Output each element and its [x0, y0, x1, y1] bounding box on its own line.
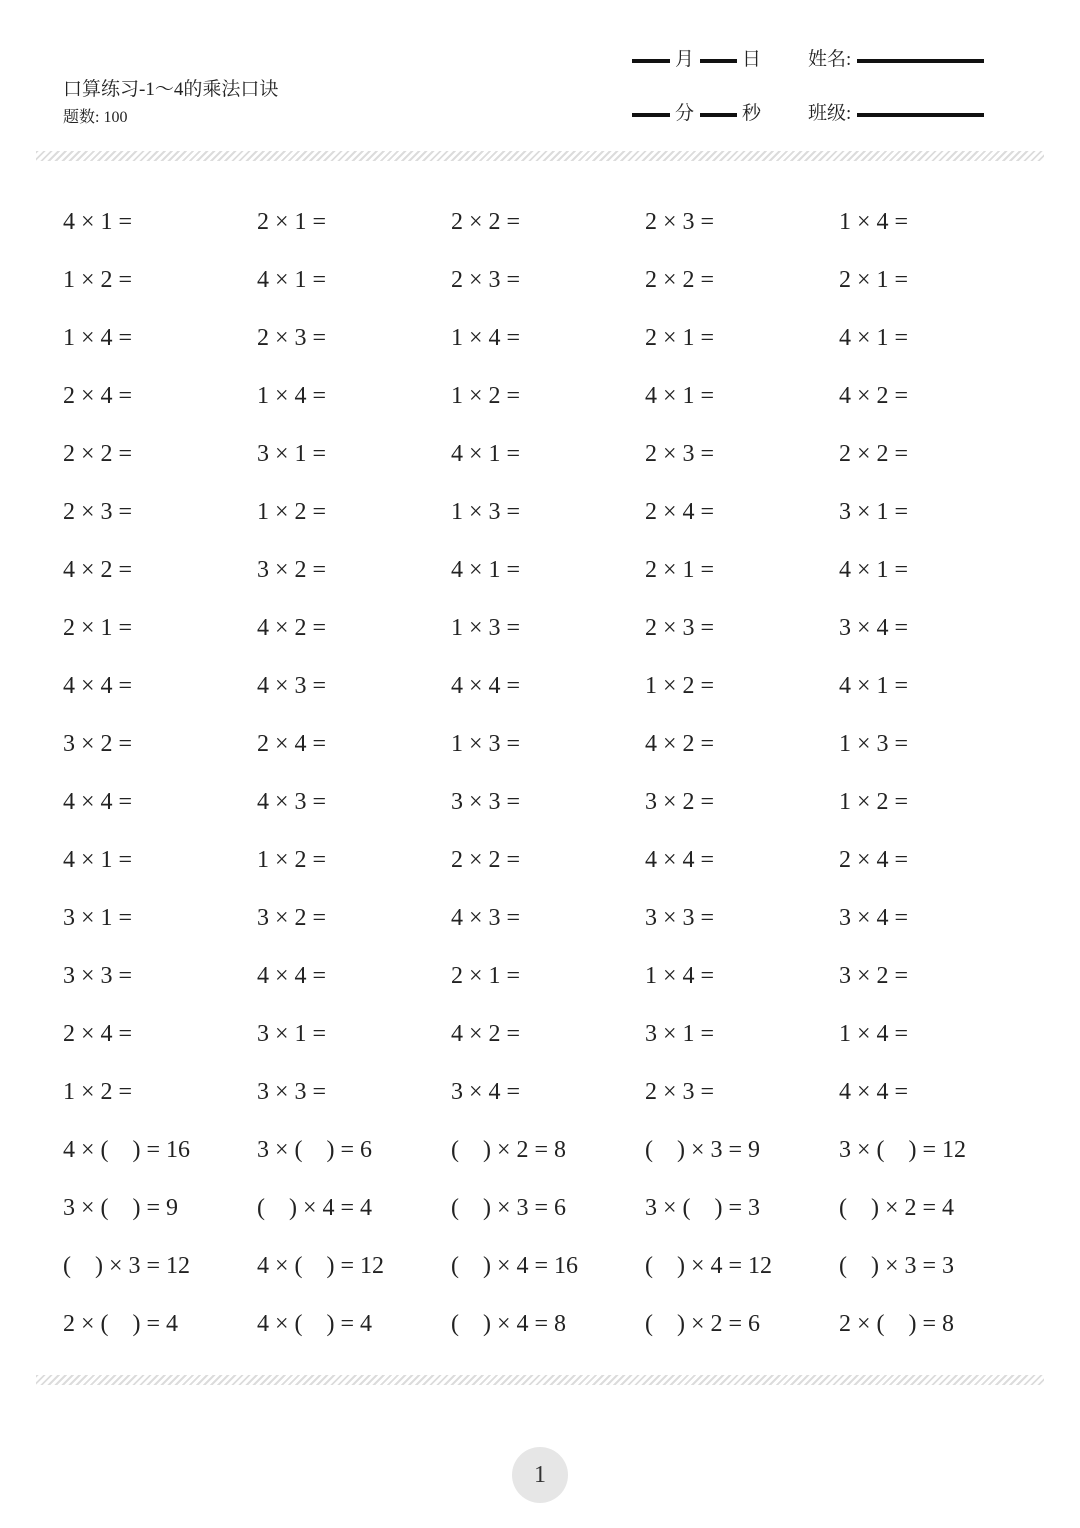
problem-item: 1 × 2 =	[63, 1078, 133, 1105]
minute-label: 分	[675, 103, 695, 124]
problem-item: 3 × ( ) = 6	[257, 1136, 373, 1163]
problem-row	[63, 1005, 1043, 1063]
problem-row	[63, 715, 1043, 773]
problem-row	[63, 1295, 1043, 1353]
problem-item: 2 × 2 =	[451, 208, 521, 235]
problem-row	[63, 831, 1043, 889]
problem-row	[63, 367, 1043, 425]
minute-blank	[632, 113, 670, 117]
page-number: 1	[512, 1447, 568, 1503]
problem-row	[63, 599, 1043, 657]
top-divider	[36, 151, 1044, 161]
problem-row	[63, 483, 1043, 541]
problem-item: 2 × ( ) = 4	[63, 1310, 179, 1337]
problem-item: 3 × ( ) = 9	[63, 1194, 179, 1221]
name-label: 姓名:	[808, 49, 852, 70]
problem-row	[63, 1179, 1043, 1237]
problem-item: ( ) × 4 = 8	[451, 1310, 567, 1337]
problem-row	[63, 193, 1043, 251]
problem-item: 3 × ( ) = 3	[645, 1194, 761, 1221]
day-label: 日	[742, 49, 762, 70]
problem-item: 4 × 1 =	[451, 556, 521, 583]
problem-item: 2 × 2 =	[645, 266, 715, 293]
problem-item: 3 × 2 =	[839, 962, 909, 989]
problem-item: 3 × ( ) = 12	[839, 1136, 967, 1163]
second-label: 秒	[742, 103, 762, 124]
problem-item: 2 × 1 =	[645, 324, 715, 351]
problem-item: 3 × 1 =	[839, 498, 909, 525]
problem-item: 3 × 1 =	[645, 1020, 715, 1047]
problem-count: 题数: 100	[63, 109, 128, 126]
problem-item: 2 × 1 =	[257, 208, 327, 235]
problem-item: 3 × 4 =	[451, 1078, 521, 1105]
problem-item: 3 × 2 =	[63, 730, 133, 757]
problem-item: 2 × 3 =	[645, 208, 715, 235]
problem-item: 2 × 1 =	[451, 962, 521, 989]
problem-item: ( ) × 3 = 9	[645, 1136, 761, 1163]
bottom-divider	[36, 1375, 1044, 1385]
problem-row	[63, 425, 1043, 483]
problem-item: 4 × 4 =	[451, 672, 521, 699]
problem-item: 4 × 3 =	[257, 672, 327, 699]
problem-item: 2 × 3 =	[63, 498, 133, 525]
problem-item: 3 × 3 =	[63, 962, 133, 989]
problem-item: 2 × 3 =	[645, 1078, 715, 1105]
problem-row	[63, 889, 1043, 947]
problem-row	[63, 1121, 1043, 1179]
problem-item: 2 × 4 =	[645, 498, 715, 525]
problem-item: 4 × 1 =	[839, 324, 909, 351]
problem-row	[63, 309, 1043, 367]
problem-item: 3 × 3 =	[257, 1078, 327, 1105]
problem-item: ( ) × 3 = 12	[63, 1252, 191, 1279]
problem-item: 4 × 1 =	[63, 208, 133, 235]
problem-item: 4 × 4 =	[257, 962, 327, 989]
problem-item: 4 × ( ) = 4	[257, 1310, 373, 1337]
problem-item: 1 × 3 =	[451, 730, 521, 757]
problem-row	[63, 657, 1043, 715]
problem-item: 3 × 1 =	[63, 904, 133, 931]
problem-item: 1 × 4 =	[839, 208, 909, 235]
problem-item: 4 × 3 =	[257, 788, 327, 815]
problem-row	[63, 1063, 1043, 1121]
problem-item: 1 × 2 =	[451, 382, 521, 409]
day-blank	[700, 59, 737, 63]
problem-row	[63, 773, 1043, 831]
problem-item: ( ) × 2 = 6	[645, 1310, 761, 1337]
problem-item: 2 × 2 =	[451, 846, 521, 873]
month-blank	[632, 59, 670, 63]
problem-item: ( ) × 4 = 16	[451, 1252, 579, 1279]
problem-item: ( ) × 4 = 12	[645, 1252, 773, 1279]
problem-item: 4 × 2 =	[839, 382, 909, 409]
problem-item: 3 × 2 =	[257, 904, 327, 931]
problem-item: 1 × 3 =	[451, 498, 521, 525]
problem-item: 1 × 2 =	[645, 672, 715, 699]
problem-item: 4 × 2 =	[257, 614, 327, 641]
worksheet-title: 口算练习-1～4的乘法口诀	[63, 79, 279, 100]
problem-item: 4 × 2 =	[645, 730, 715, 757]
class-label: 班级:	[808, 103, 852, 124]
problem-item: 4 × ( ) = 12	[257, 1252, 385, 1279]
problem-item: 1 × 2 =	[257, 498, 327, 525]
problem-item: 2 × 4 =	[63, 1020, 133, 1047]
problem-item: 2 × 4 =	[257, 730, 327, 757]
problem-item: 4 × 4 =	[63, 788, 133, 815]
problem-item: ( ) × 4 = 4	[257, 1194, 373, 1221]
problem-item: 2 × 1 =	[63, 614, 133, 641]
problem-item: 1 × 3 =	[839, 730, 909, 757]
problem-row	[63, 1237, 1043, 1295]
problem-item: 4 × 2 =	[451, 1020, 521, 1047]
problem-item: 3 × 2 =	[257, 556, 327, 583]
problem-item: 4 × 1 =	[257, 266, 327, 293]
problem-item: 2 × 4 =	[63, 382, 133, 409]
problem-item: 2 × 3 =	[257, 324, 327, 351]
problem-item: ( ) × 2 = 4	[839, 1194, 955, 1221]
problem-item: 3 × 3 =	[451, 788, 521, 815]
problem-item: 1 × 2 =	[839, 788, 909, 815]
problem-item: 4 × 1 =	[451, 440, 521, 467]
problem-row	[63, 541, 1043, 599]
problem-item: 2 × 4 =	[839, 846, 909, 873]
problem-item: 2 × 2 =	[63, 440, 133, 467]
problem-row	[63, 947, 1043, 1005]
problem-item: 4 × 4 =	[63, 672, 133, 699]
problem-item: 2 × ( ) = 8	[839, 1310, 955, 1337]
problem-item: 4 × 2 =	[63, 556, 133, 583]
problem-item: 1 × 2 =	[63, 266, 133, 293]
problem-item: 2 × 2 =	[839, 440, 909, 467]
name-blank	[857, 59, 984, 63]
problem-item: 1 × 2 =	[257, 846, 327, 873]
problem-item: 2 × 3 =	[451, 266, 521, 293]
problem-item: 3 × 3 =	[645, 904, 715, 931]
problem-item: 4 × 1 =	[839, 556, 909, 583]
problem-item: 2 × 3 =	[645, 440, 715, 467]
problem-item: 3 × 1 =	[257, 440, 327, 467]
problem-item: 1 × 3 =	[451, 614, 521, 641]
problem-item: 1 × 4 =	[257, 382, 327, 409]
problem-item: 2 × 3 =	[645, 614, 715, 641]
problem-item: 4 × 4 =	[645, 846, 715, 873]
problem-item: ( ) × 3 = 3	[839, 1252, 955, 1279]
class-blank	[857, 113, 984, 117]
problem-item: 4 × 4 =	[839, 1078, 909, 1105]
problem-item: 2 × 1 =	[645, 556, 715, 583]
month-label: 月	[675, 49, 695, 70]
problem-item: 3 × 2 =	[645, 788, 715, 815]
second-blank	[700, 113, 737, 117]
problem-item: 3 × 4 =	[839, 904, 909, 931]
problem-item: 1 × 4 =	[63, 324, 133, 351]
problem-grid	[63, 193, 1043, 1353]
problem-item: 4 × 1 =	[645, 382, 715, 409]
problem-item: 3 × 4 =	[839, 614, 909, 641]
problem-item: 4 × ( ) = 16	[63, 1136, 191, 1163]
problem-item: 1 × 4 =	[645, 962, 715, 989]
problem-item: ( ) × 3 = 6	[451, 1194, 567, 1221]
problem-item: 1 × 4 =	[451, 324, 521, 351]
problem-item: 1 × 4 =	[839, 1020, 909, 1047]
problem-item: 4 × 1 =	[839, 672, 909, 699]
problem-row	[63, 251, 1043, 309]
problem-item: ( ) × 2 = 8	[451, 1136, 567, 1163]
problem-item: 2 × 1 =	[839, 266, 909, 293]
problem-item: 3 × 1 =	[257, 1020, 327, 1047]
problem-item: 4 × 1 =	[63, 846, 133, 873]
problem-item: 4 × 3 =	[451, 904, 521, 931]
